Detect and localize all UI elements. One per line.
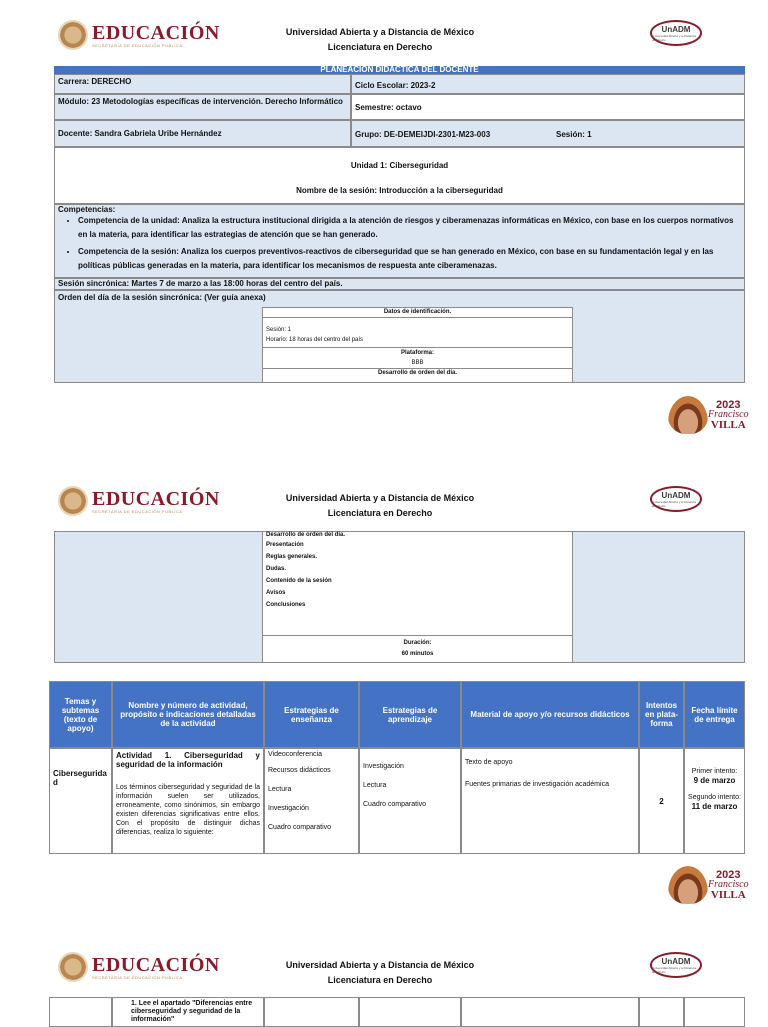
university-name: Universidad Abierta y a Distancia de México: [285, 960, 475, 970]
fecha-primer: 9 de marzo: [693, 776, 736, 785]
p3-td-ensenanza: [264, 997, 359, 1027]
carrera-cell: Carrera: DERECHO: [54, 74, 351, 94]
aprendizaje-item: Lectura: [363, 782, 387, 789]
competencia-sesion: • Competencia de la sesión: Analiza los cuerpos preventivos-reactivos de ciberseguridad que se han generado en México, con base en su fundamentación legal y en las políticas públicas generadas en la materia, para identificar los mecanismos de respuesta ante ciberamenazas.: [78, 245, 741, 273]
mexico-seal-icon: [58, 486, 88, 516]
unadm-wordmark: UnADM: [661, 956, 691, 966]
villa-portrait-icon: [668, 866, 708, 904]
p3-td-intentos: [639, 997, 684, 1027]
th-ensenanza: Estrategias de enseñanza: [264, 681, 359, 748]
plataforma-value: BBB: [411, 360, 424, 366]
desarrollo-title-p2: Desarrollo de orden del día.: [266, 532, 346, 538]
guia-table-p2: [262, 531, 573, 663]
ensenanza-item: Recursos didácticos: [268, 767, 331, 774]
francisco-villa-logo-p2: [668, 866, 749, 904]
guia-item: Dudas.: [266, 566, 287, 572]
university-name: Universidad Abierta y a Distancia de México: [285, 493, 475, 503]
mexico-seal-icon: [58, 20, 88, 50]
material-item: Fuentes primarias de investigación académica: [465, 781, 609, 788]
duracion-box: [263, 635, 572, 660]
sesion-sincronica-cell: Sesión sincrónica: Martes 7 de marzo a las 18:00 horas del centro del país.: [54, 278, 745, 290]
unidad-title: Unidad 1: Ciberseguridad: [350, 161, 449, 170]
planeacion-band: PLANEACIÓN DIDÁCTICA DEL DOCENTE: [54, 66, 745, 74]
francisco-villa-logo: [668, 396, 749, 434]
fecha-primer-label: Primer intento:: [691, 768, 738, 775]
th-actividad: Nombre y número de actividad, propósito e indicaciones detalladas de la actividad: [112, 681, 264, 748]
sep-subtitle: SECRETARÍA DE EDUCACIÓN PÚBLICA: [92, 508, 183, 514]
th-intentos: Intentos en plata-forma: [639, 681, 684, 748]
sep-subtitle: SECRETARÍA DE EDUCACIÓN PÚBLICA: [92, 42, 183, 48]
fv-surname: VILLA: [710, 889, 746, 901]
header-title-p2: [250, 491, 510, 521]
competencias-list: [58, 214, 741, 273]
unadm-wordmark: UnADM: [661, 24, 691, 34]
villa-portrait-icon: [668, 396, 708, 434]
th-aprendizaje: Estrategias de aprendizaje: [359, 681, 461, 748]
td-tema: Ciberseguridad: [49, 748, 112, 854]
guia-item: Contenido de la sesión: [266, 578, 332, 584]
td-actividad: [112, 748, 264, 854]
td-ensenanza: [264, 748, 359, 854]
actividad-body: Los términos ciberseguridad y seguridad de la información suelen ser utilizados, erroneamente, como sinónimos, sin embargo existen diferencias significativas entre ellos. Con el propósito de distinguir dichas diferencias, realiza lo siguiente:: [116, 784, 260, 836]
fv-surname: VILLA: [710, 419, 746, 431]
program-name: Licenciatura en Derecho: [327, 508, 433, 518]
th-material: Material de apoyo y/o recursos didácticos: [461, 681, 639, 748]
grupo-value: Grupo: DE-DEMEIJDI-2301-M23-003: [355, 130, 491, 139]
guia-items: [263, 532, 572, 611]
unadm-subtitle: Universidad Abierta y a Distancia de México: [652, 965, 697, 974]
duracion-label: Duración:: [403, 640, 432, 646]
sep-logo-p3: [58, 952, 220, 982]
td-intentos: 2: [639, 748, 684, 854]
sep-logo: [58, 20, 220, 50]
guia-item: Presentación: [266, 542, 304, 548]
sesion-value: Sesión: 1: [556, 130, 592, 139]
desarrollo-title: Desarrollo de orden del día.: [377, 370, 458, 376]
guia-sesion: Sesión: 1: [266, 327, 292, 333]
unadm-subtitle: Universidad Abierta y a Distancia de México: [652, 499, 697, 508]
educacion-wordmark: EDUCACIÓN: [92, 21, 220, 44]
guia-table-p1: [262, 307, 573, 383]
plataforma-box: [263, 348, 572, 369]
guia-item: Conclusiones: [266, 602, 306, 608]
docente-cell: Docente: Sandra Gabriela Uribe Hernández: [54, 120, 351, 147]
unadm-wordmark: UnADM: [661, 490, 691, 500]
fv-year: 2023: [716, 869, 741, 881]
competencia-unidad: • Competencia de la unidad: Analiza la estructura institucional dirigida a la atención de riesgos y ciberamenazas informáticas en México, con base en los cuerpos normativos en la materia, para identificar las estrategias de atención que se han generado.: [78, 214, 741, 242]
header-title: [250, 25, 510, 55]
th-temas: Temas y subtemas (texto de apoyo): [49, 681, 112, 748]
ensenanza-item: Investigación: [268, 805, 309, 812]
actividad-title: Actividad 1. Ciberseguridad y seguridad de la información: [116, 751, 260, 769]
p3-td-material: [461, 997, 639, 1027]
duracion-value: 60 minutos: [401, 651, 434, 657]
fv-name: Francisco: [708, 409, 749, 420]
sep-subtitle: SECRETARÍA DE EDUCACIÓN PÚBLICA: [92, 974, 183, 980]
unadm-logo-p2: [650, 486, 702, 512]
unidad-cell: [54, 147, 745, 204]
program-name: Licenciatura en Derecho: [327, 42, 433, 52]
semestre-cell: Semestre: octavo: [351, 94, 745, 120]
program-name: Licenciatura en Derecho: [327, 975, 433, 985]
p3-td-aprendizaje: [359, 997, 461, 1027]
guia-horario: Horario: 18 horas del centro del país: [266, 337, 364, 343]
sep-logo-p2: [58, 486, 220, 516]
ciclo-cell: Ciclo Escolar: 2023-2: [351, 74, 745, 94]
fv-year: 2023: [716, 399, 741, 411]
competencias-title: Competencias:: [58, 205, 116, 214]
educacion-wordmark: EDUCACIÓN: [92, 487, 220, 510]
ensenanza-item: Cuadro comparativo: [268, 824, 332, 831]
fv-name: Francisco: [708, 879, 749, 890]
university-name: Universidad Abierta y a Distancia de México: [285, 27, 475, 37]
th-fecha: Fecha límite de entrega: [684, 681, 745, 748]
td-aprendizaje: [359, 748, 461, 854]
guia-item: Reglas generales.: [266, 554, 318, 560]
p3-td-fecha: [684, 997, 745, 1027]
competencias-cell: [54, 204, 745, 278]
orden-dia-title: Orden del día de la sesión sincrónica: (Ver guía anexa): [58, 293, 266, 302]
aprendizaje-item: Cuadro comparativo: [363, 801, 427, 808]
p3-td-actividad: 1. Lee el apartado "Diferencias entre ciberseguridad y seguridad de la información": [112, 997, 264, 1027]
p3-td-tema: [49, 997, 112, 1027]
plataforma-label: Plataforma:: [400, 350, 434, 356]
td-fecha: [684, 748, 745, 854]
fecha-segundo-label: Segundo intento:: [688, 794, 741, 801]
aprendizaje-item: Investigación: [363, 763, 404, 770]
fecha-segundo: 11 de marzo: [691, 802, 738, 811]
td-material: [461, 748, 639, 854]
educacion-wordmark: EDUCACIÓN: [92, 953, 220, 976]
header-title-p3: [250, 958, 510, 988]
ensenanza-item: Lectura: [268, 786, 292, 793]
mexico-seal-icon: [58, 952, 88, 982]
material-item: Texto de apoyo: [465, 759, 513, 766]
unadm-logo-p3: [650, 952, 702, 978]
grupo-cell: [351, 120, 745, 147]
unadm-subtitle: Universidad Abierta y a Distancia de México: [652, 33, 697, 42]
session-name: Nombre de la sesión: Introducción a la ciberseguridad: [296, 186, 503, 195]
datos-body: [263, 318, 572, 348]
datos-title: Datos de identificación.: [263, 308, 572, 318]
unadm-logo: [650, 20, 702, 46]
guia-item: Avisos: [266, 590, 286, 596]
ensenanza-item: Videoconferencia: [268, 751, 322, 758]
modulo-cell: Módulo: 23 Metodologías específicas de intervención. Derecho Informático: [54, 94, 351, 120]
